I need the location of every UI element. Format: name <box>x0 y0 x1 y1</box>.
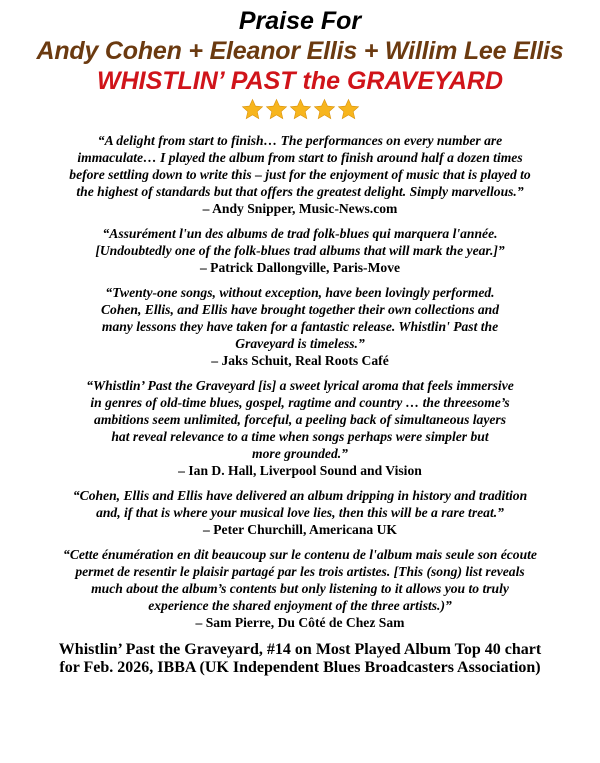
chart-note <box>0 641 600 677</box>
star-icon <box>289 98 312 121</box>
quotes-section <box>0 132 600 631</box>
album-title: WHISTLIN’ PAST the GRAVEYARD <box>96 67 504 95</box>
quote-line: the highest of standards but that offers the greatest delight. Simply marvellous.” <box>76 184 524 199</box>
quote-line: and, if that is where your musical love lies, then this will be a rare treat.” <box>96 505 504 520</box>
chart-note-line-2: for Feb. 2026, IBBA (UK Independent Blues Broadcasters Association) <box>59 659 541 676</box>
quote-line: “Assurément l'un des albums de trad folk-blues qui marquera l'année. <box>102 226 498 241</box>
review-quote <box>0 225 600 276</box>
chart-note-line-1: Whistlin’ Past the Graveyard, #14 on Most Played Album Top 40 chart <box>58 641 542 658</box>
review-quote <box>0 546 600 631</box>
quote-line: more grounded.” <box>252 446 348 461</box>
star-rating <box>0 98 600 122</box>
artists-heading: Andy Cohen + Eleanor Ellis + Willim Lee Ellis <box>36 37 564 65</box>
praise-heading: Praise For <box>238 7 362 35</box>
quote-attribution: – Ian D. Hall, Liverpool Sound and Vision <box>178 463 422 478</box>
quote-line: immaculate… I played the album from start to finish around half a dozen times <box>77 150 523 165</box>
review-quote <box>0 487 600 538</box>
quote-attribution: – Patrick Dallongville, Paris-Move <box>199 260 401 275</box>
quote-line: Cohen, Ellis, and Ellis have brought together their own collections and <box>100 302 500 317</box>
quote-attribution: – Andy Snipper, Music-News.com <box>202 201 398 216</box>
quote-line: “Cohen, Ellis and Ellis have delivered an album dripping in history and tradition <box>72 488 528 503</box>
quote-attribution: – Jaks Schuit, Real Roots Café <box>211 353 389 368</box>
star-icon <box>241 98 264 121</box>
review-quote <box>0 284 600 369</box>
quote-line: “Cette énumération en dit beaucoup sur le contenu de l'album mais seule son écoute <box>63 547 537 562</box>
quote-line: “Whistlin’ Past the Graveyard [is] a sweet lyrical aroma that feels immersive <box>86 378 514 393</box>
quote-line: Graveyard is timeless.” <box>235 336 365 351</box>
quote-line: much about the album’s contents but only listening to it allows you to truly <box>91 581 509 596</box>
quote-line: before settling down to write this – just for the enjoyment of music that is played to <box>69 167 531 182</box>
star-icon <box>337 98 360 121</box>
quote-attribution: – Peter Churchill, Americana UK <box>203 522 397 537</box>
quote-line: experience the shared enjoyment of the three artists.)” <box>148 598 452 613</box>
review-quote <box>0 132 600 217</box>
star-icon <box>265 98 288 121</box>
quote-line: in genres of old-time blues, gospel, ragtime and country … the threesome’s <box>90 395 510 410</box>
review-quote <box>0 377 600 479</box>
star-icon <box>313 98 336 121</box>
quote-line: “Twenty-one songs, without exception, have been lovingly performed. <box>105 285 495 300</box>
quote-attribution: – Sam Pierre, Du Côté de Chez Sam <box>195 615 405 630</box>
quote-line: “A delight from start to finish… The performances on every number are <box>97 133 503 148</box>
quote-line: permet de resentir le plaisir partagé par les trois artistes. [This (song) list reveals <box>75 564 525 579</box>
quote-line: ambitions seem unlimited, forceful, a peeling back of simultaneous layers <box>94 412 506 427</box>
quote-line: hat reveal relevance to a time when songs perhaps were simpler but <box>111 429 489 444</box>
quote-line: many lessons they have taken for a fantastic release. Whistlin' Past the <box>101 319 499 334</box>
quote-line: [Undoubtedly one of the folk-blues trad albums that will mark the year.]” <box>95 243 505 258</box>
